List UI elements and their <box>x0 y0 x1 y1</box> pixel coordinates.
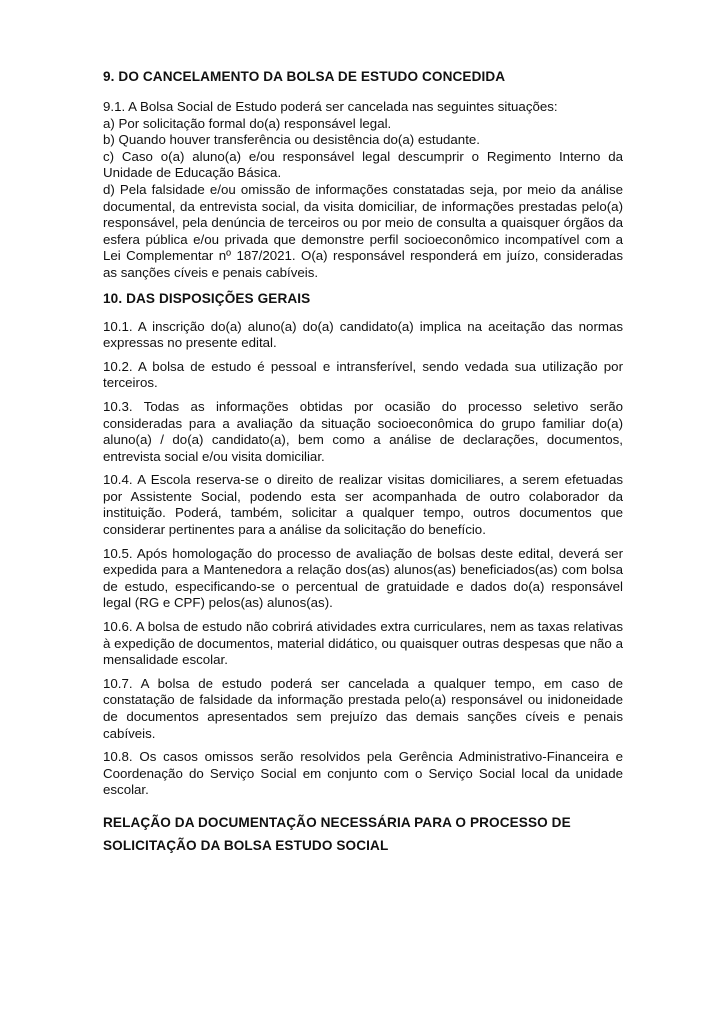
section-9-heading: 9. DO CANCELAMENTO DA BOLSA DE ESTUDO CONCEDIDA <box>103 69 506 84</box>
clause-10-4: 10.4. A Escola reserva-se o direito de realizar visitas domiciliares, a serem efetuadas por Assistente Social, podendo esta ser acompanhada de outro colaborador da instituição. Poderá, também, solicitar a qualquer tempo, outros documentos que considerar pertinentes para a análise da solicitação do benefício. <box>103 472 623 538</box>
documentation-list-heading: RELAÇÃO DA DOCUMENTAÇÃO NECESSÁRIA PARA O PROCESSO DE SOLICITAÇÃO DA BOLSA ESTUDO SOCIAL <box>103 814 571 853</box>
clause-9-1-item-a: a) Por solicitação formal do(a) responsável legal. <box>103 115 392 131</box>
clause-10-1: 10.1. A inscrição do(a) aluno(a) do(a) candidato(a) implica na aceitação das normas expressas no presente edital. <box>103 318 623 351</box>
clause-10-3: 10.3. Todas as informações obtidas por ocasião do processo seletivo serão consideradas para a avaliação da situação socioeconômica do grupo familiar do(a) aluno(a) / do(a) candidato(a), bem como a análise de declarações, documentos, entrevista social e/ou visita domiciliar. <box>103 398 623 464</box>
clause-9-1-item-d: d) Pela falsidade e/ou omissão de informações constatadas seja, por meio da análise documental, da entrevista social, da visita domiciliar, de informações prestadas pelo(a) responsável, pela denúncia de terceiros ou por meio de consulta a quaisquer órgãos da esfera pública e/ou privada que demonstre perfil socioeconômico incompatível com a Lei Complementar nº 187/2021. O(a) responsável responderá em juízo, consideradas as sanções cíveis e penais cabíveis. <box>103 181 623 280</box>
clause-10-7: 10.7. A bolsa de estudo poderá ser cancelada a qualquer tempo, em caso de constatação de falsidade da informação prestada pelo(a) responsável ou inidoneidade de documentos apresentados sem prejuízo das demais sanções cíveis e penais cabíveis. <box>103 675 623 741</box>
clause-10-5: 10.5. Após homologação do processo de avaliação de bolsas deste edital, deverá ser expedida para a Mantenedora a relação dos(as) alunos(as) beneficiados(as) com bolsa de estudo, especificando-se o percentual de gratuidade e dados do(a) responsável legal (RG e CPF) pelos(as) alunos(as). <box>103 545 623 611</box>
clause-9-1-item-b: b) Quando houver transferência ou desistência do(a) estudante. <box>103 132 480 148</box>
document-content <box>103 68 623 857</box>
clause-9-1-item-c: c) Caso o(a) aluno(a) e/ou responsável legal descumprir o Regimento Interno da Unidade de Educação Básica. <box>103 148 623 181</box>
clause-10-2: 10.2. A bolsa de estudo é pessoal e intransferível, sendo vedada sua utilização por terceiros. <box>103 358 623 391</box>
section-10-heading: 10. DAS DISPOSIÇÕES GERAIS <box>103 290 311 306</box>
clause-10-6: 10.6. A bolsa de estudo não cobrirá atividades extra curriculares, nem as taxas relativas à expedição de documentos, material didático, ou quaisquer outras despesas que não a mensalidade escolar. <box>103 619 623 668</box>
clause-9-1: 9.1. A Bolsa Social de Estudo poderá ser cancelada nas seguintes situações: <box>103 99 558 114</box>
clause-10-8: 10.8. Os casos omissos serão resolvidos pela Gerência Administrativo-Financeira e Coordenação do Serviço Social em conjunto com o Serviço Social local da unidade escolar. <box>103 749 623 798</box>
section-9-body <box>103 99 623 282</box>
